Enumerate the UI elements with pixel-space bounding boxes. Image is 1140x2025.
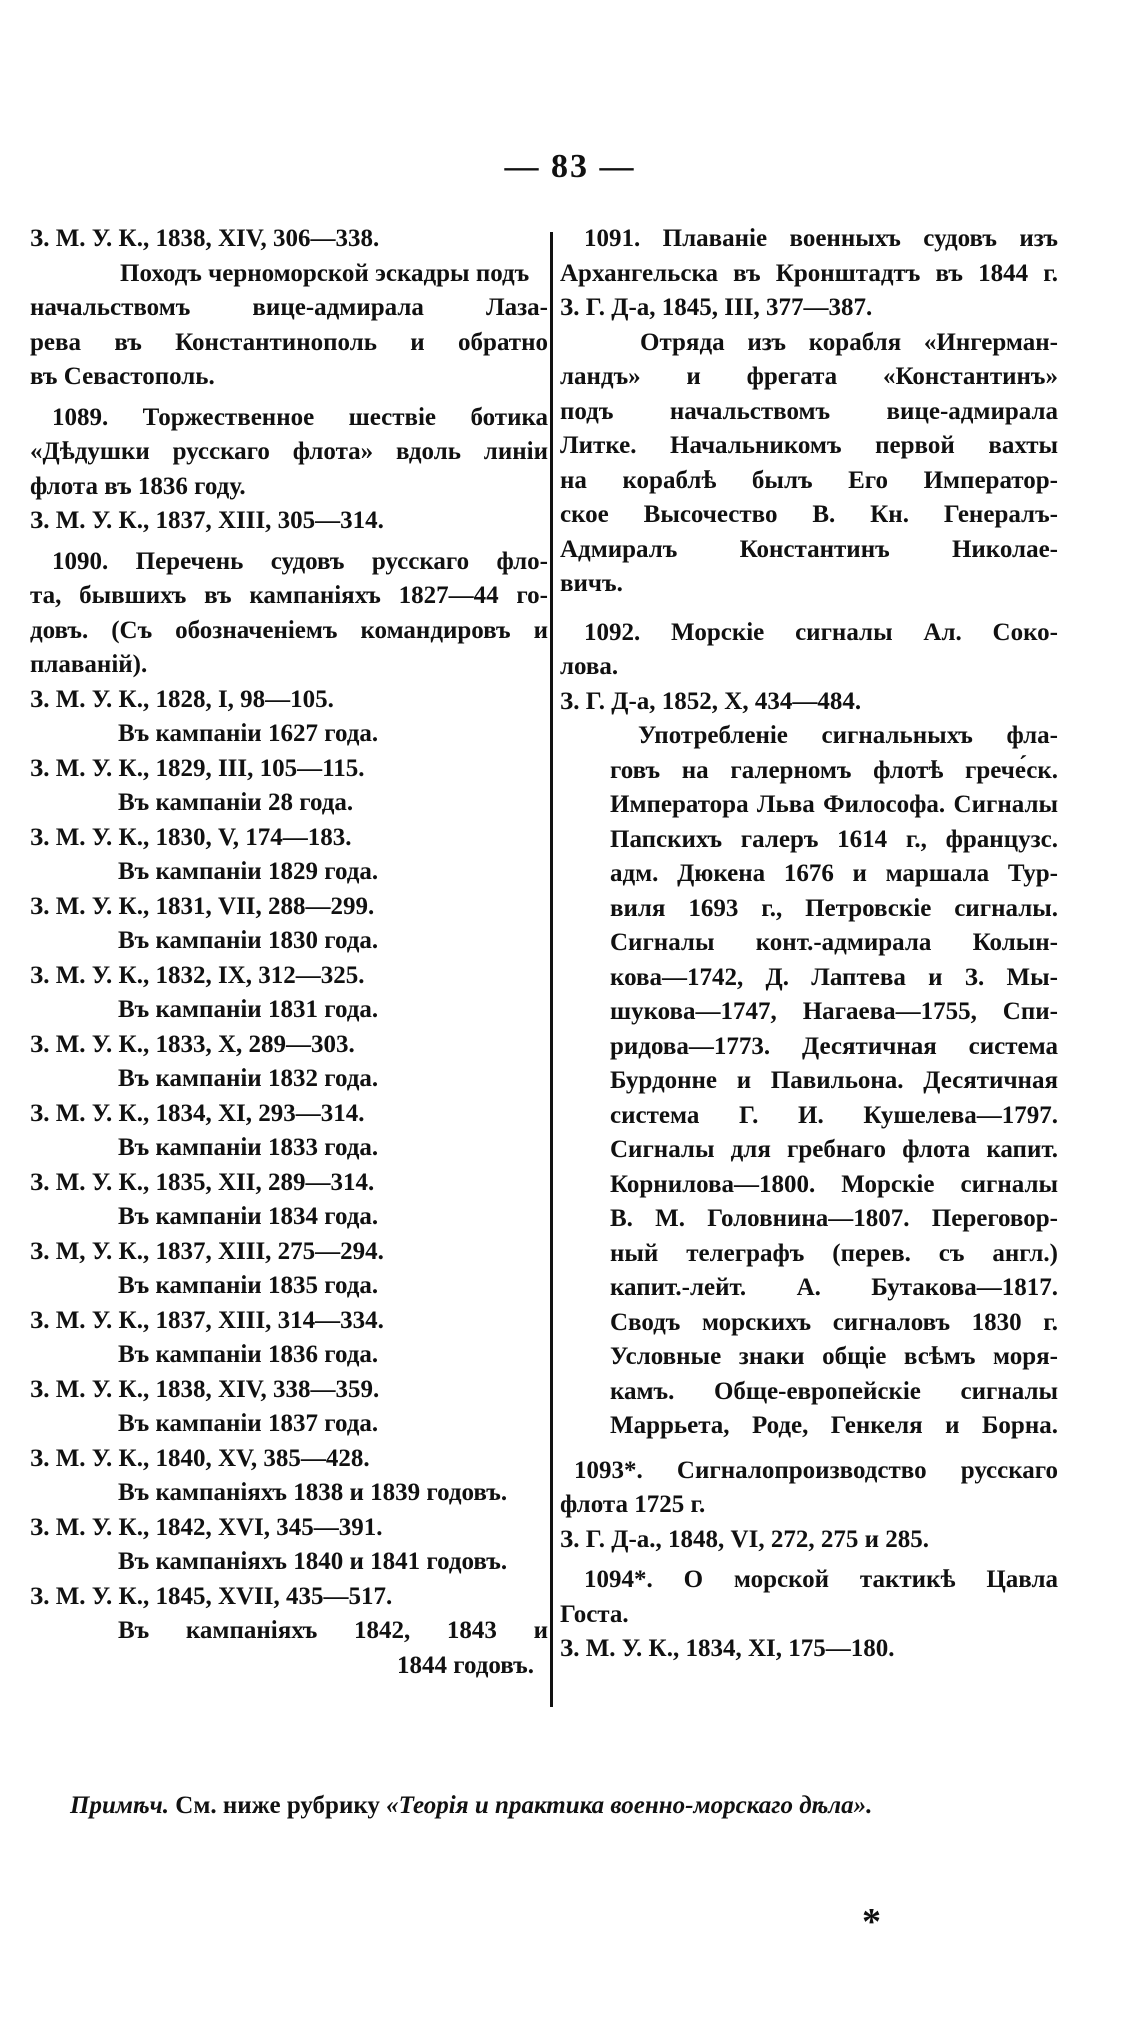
entry-title-line: Архангельска въ Кронштадтъ въ 1844 г. xyxy=(560,259,1058,287)
campaign-note: Въ кампаніяхъ 1842, 1843 и xyxy=(118,1617,548,1644)
description-line: Сигналы конт.-адмирала Колын- xyxy=(610,929,1058,956)
campaign-citation: З. М. У. К., 1845, XVII, 435—517. xyxy=(30,1582,393,1610)
citation: З. М. У. К., 1838, XIV, 306—338. xyxy=(30,225,380,252)
entry-1094 xyxy=(560,1563,1058,1667)
campaign-citation: З. М. У. К., 1834, XI, 293—314. xyxy=(30,1099,365,1127)
citation: З. М. У. К., 1834, XI, 175—180. xyxy=(560,1635,895,1662)
description-line: Сигналы для гребнаго флота капит. xyxy=(610,1136,1058,1163)
entry-title-line: довъ. (Съ обозначеніемъ командировъ и xyxy=(30,616,548,644)
description-line: въ Севастополь. xyxy=(30,363,215,390)
description-line: ское Высочество В. Кн. Генералъ- xyxy=(560,501,1058,528)
campaign-note: Въ кампаніи 1627 года. xyxy=(118,720,379,747)
entry-title-line: 1094*. О морской тактикѣ Цавла xyxy=(584,1566,1058,1593)
description-line: начальствомъ вице-адмирала Лаза- xyxy=(30,294,548,321)
campaign-citation: З. М. У. К., 1835, XII, 289—314. xyxy=(30,1168,375,1196)
description-line: кова—1742, Д. Лаптева и З. Мы- xyxy=(610,963,1058,991)
citation: З. Г. Д-а, 1852, X, 434—484. xyxy=(560,687,862,715)
description-line: Сводъ морскихъ сигналовъ 1830 г. xyxy=(610,1308,1058,1336)
entry-title-line: 1093*. Сигналопроизводство русскаго xyxy=(574,1456,1058,1484)
page-number: — 83 — xyxy=(504,148,636,185)
entry-description xyxy=(30,257,548,292)
citation: З. Г. Д-а, 1845, III, 377—387. xyxy=(560,294,873,321)
description-line: Употребленіе сигнальныхъ фла- xyxy=(638,722,1058,749)
campaign-citation: З. М. У. К., 1830, V, 174—183. xyxy=(30,823,352,851)
description-line: система Г. И. Кушелева—1797. xyxy=(610,1101,1058,1129)
description-line: Бурдонне и Павильона. Десятичная xyxy=(610,1067,1058,1094)
description-line: вичъ. xyxy=(560,570,623,597)
entry-title-line: 1092. Морскіе сигналы Ал. Соко- xyxy=(584,618,1058,646)
campaign-note: 1844 годовъ. xyxy=(397,1651,534,1679)
entry-title-line: плаваній). xyxy=(30,651,148,678)
asterisk-ornament: * xyxy=(862,1901,881,1943)
entry-title-line: 1091. Плаваніе военныхъ судовъ изъ xyxy=(584,225,1058,252)
campaign-note: Въ кампаніяхъ 1840 и 1841 годовъ. xyxy=(118,1548,508,1575)
campaign-citation: З. М. У. К., 1840, XV, 385—428. xyxy=(30,1444,370,1472)
campaign-note: Въ кампаніи 1837 года. xyxy=(118,1410,379,1437)
campaign-citation: З. М. У. К., 1837, XIII, 314—334. xyxy=(30,1306,384,1334)
description-line: Условные знаки общіе всѣмъ моря- xyxy=(610,1343,1058,1370)
description-line: ландъ» и фрегата «Константинъ» xyxy=(560,363,1058,390)
entry-title-line: лова. xyxy=(560,653,619,680)
campaign-note: Въ кампаніи 28 года. xyxy=(118,789,354,816)
description-line: Корнилова—1800. Морскіе сигналы xyxy=(610,1170,1058,1198)
entry-title-line: та, бывшихъ въ кампаніяхъ 1827—44 го- xyxy=(30,582,548,609)
description-line: Папскихъ галеръ 1614 г., французс. xyxy=(610,825,1058,853)
entry-title-line: 1090. Перечень судовъ русскаго фло- xyxy=(52,547,548,575)
description-line: подъ начальствомъ вице-адмирала xyxy=(560,397,1058,425)
entry-1088-tail xyxy=(30,222,548,395)
campaign-note: Въ кампаніи 1829 года. xyxy=(118,858,379,885)
campaign-note: Въ кампаніи 1831 года. xyxy=(118,996,379,1023)
campaign-list xyxy=(30,683,548,1684)
campaign-citation: З. М. У. К., 1832, IX, 312—325. xyxy=(30,961,365,989)
description-line: на кораблѣ былъ Его Император- xyxy=(560,466,1058,494)
description-line: Отряда изъ корабля «Ингерман- xyxy=(640,328,1058,356)
description-line: Адмиралъ Константинъ Николае- xyxy=(560,535,1058,563)
footnote-text: См. ниже рубрику xyxy=(175,1792,380,1819)
entry-title-line: Госта. xyxy=(560,1600,629,1628)
entry-1090 xyxy=(30,545,548,1684)
description-line: В. М. Головнина—1807. Переговор- xyxy=(610,1205,1058,1232)
campaign-note: Въ кампаніи 1830 года. xyxy=(118,927,379,954)
campaign-citation: З. М. У. К., 1833, X, 289—303. xyxy=(30,1030,355,1058)
description-line: ный телеграфъ (перев. съ англ.) xyxy=(610,1239,1058,1267)
citation: З. М. У. К., 1837, XIII, 305—314. xyxy=(30,507,384,534)
description-line: адм. Дюкена 1676 и маршала Тур- xyxy=(610,860,1058,887)
description-line: ридова—1773. Десятичная система xyxy=(610,1032,1058,1060)
campaign-citation: З. М, У. К., 1837, XIII, 275—294. xyxy=(30,1237,384,1265)
description-line: Литке. Начальникомъ первой вахты xyxy=(560,432,1058,459)
entry-1089 xyxy=(30,401,548,539)
campaign-note: Въ кампаніи 1836 года. xyxy=(118,1341,379,1368)
description-line: шукова—1747, Нагаева—1755, Спи- xyxy=(610,998,1058,1025)
description-line: Маррьета, Роде, Генкеля и Борна. xyxy=(610,1412,1058,1439)
campaign-citation: З. М. У. К., 1842, XVI, 345—391. xyxy=(30,1513,383,1541)
description-line: капит.-лейт. А. Бутакова—1817. xyxy=(610,1274,1058,1301)
campaign-citation: З. М. У. К., 1838, XIV, 338—359. xyxy=(30,1375,380,1403)
citation: З. Г. Д-а., 1848, VI, 272, 275 и 285. xyxy=(560,1525,929,1553)
description-line: говъ на галерномъ флотѣ грече́ск. xyxy=(610,756,1058,784)
campaign-note: Въ кампаніи 1833 года. xyxy=(118,1134,379,1161)
description-line: рева въ Константинополь и обратно xyxy=(30,328,548,356)
entry-1091 xyxy=(560,222,1058,602)
footnote-lead: Примѣч. xyxy=(70,1792,170,1819)
campaign-citation: З. М. У. К., 1829, III, 105—115. xyxy=(30,754,365,782)
description-line: Императора Льва Философа. Сигналы xyxy=(610,791,1058,818)
entry-title-line: флота 1725 г. xyxy=(560,1491,706,1518)
entry-title-line: 1089. Торжественное шествіе ботика xyxy=(52,403,548,431)
campaign-citation: З. М. У. К., 1831, VII, 288—299. xyxy=(30,892,375,920)
campaign-note: Въ кампаніяхъ 1838 и 1839 годовъ. xyxy=(118,1479,508,1506)
right-column xyxy=(560,222,1058,1673)
footnote xyxy=(70,1792,1070,1820)
campaign-note: Въ кампаніи 1834 года. xyxy=(118,1203,379,1230)
campaign-note: Въ кампаніи 1832 года. xyxy=(118,1065,379,1092)
entry-1093 xyxy=(560,1454,1058,1558)
entry-title-line: флота въ 1836 году. xyxy=(30,472,246,500)
entry-1092 xyxy=(560,616,1058,1444)
footnote-title: «Теорія и практика военно-морскаго дѣла». xyxy=(386,1792,873,1819)
description-line: виля 1693 г., Петровскіе сигналы. xyxy=(610,894,1058,922)
campaign-citation: З. М. У. К., 1828, I, 98—105. xyxy=(30,685,334,713)
left-column xyxy=(30,222,548,1689)
entry-title-line: «Дѣдушки русскаго флота» вдоль линіи xyxy=(30,438,548,465)
description-line: камъ. Обще-европейскіе сигналы xyxy=(610,1377,1058,1405)
campaign-note: Въ кампаніи 1835 года. xyxy=(118,1272,379,1299)
description-line: Походъ черноморской эскадры подъ xyxy=(120,259,530,287)
column-divider xyxy=(550,232,553,1707)
